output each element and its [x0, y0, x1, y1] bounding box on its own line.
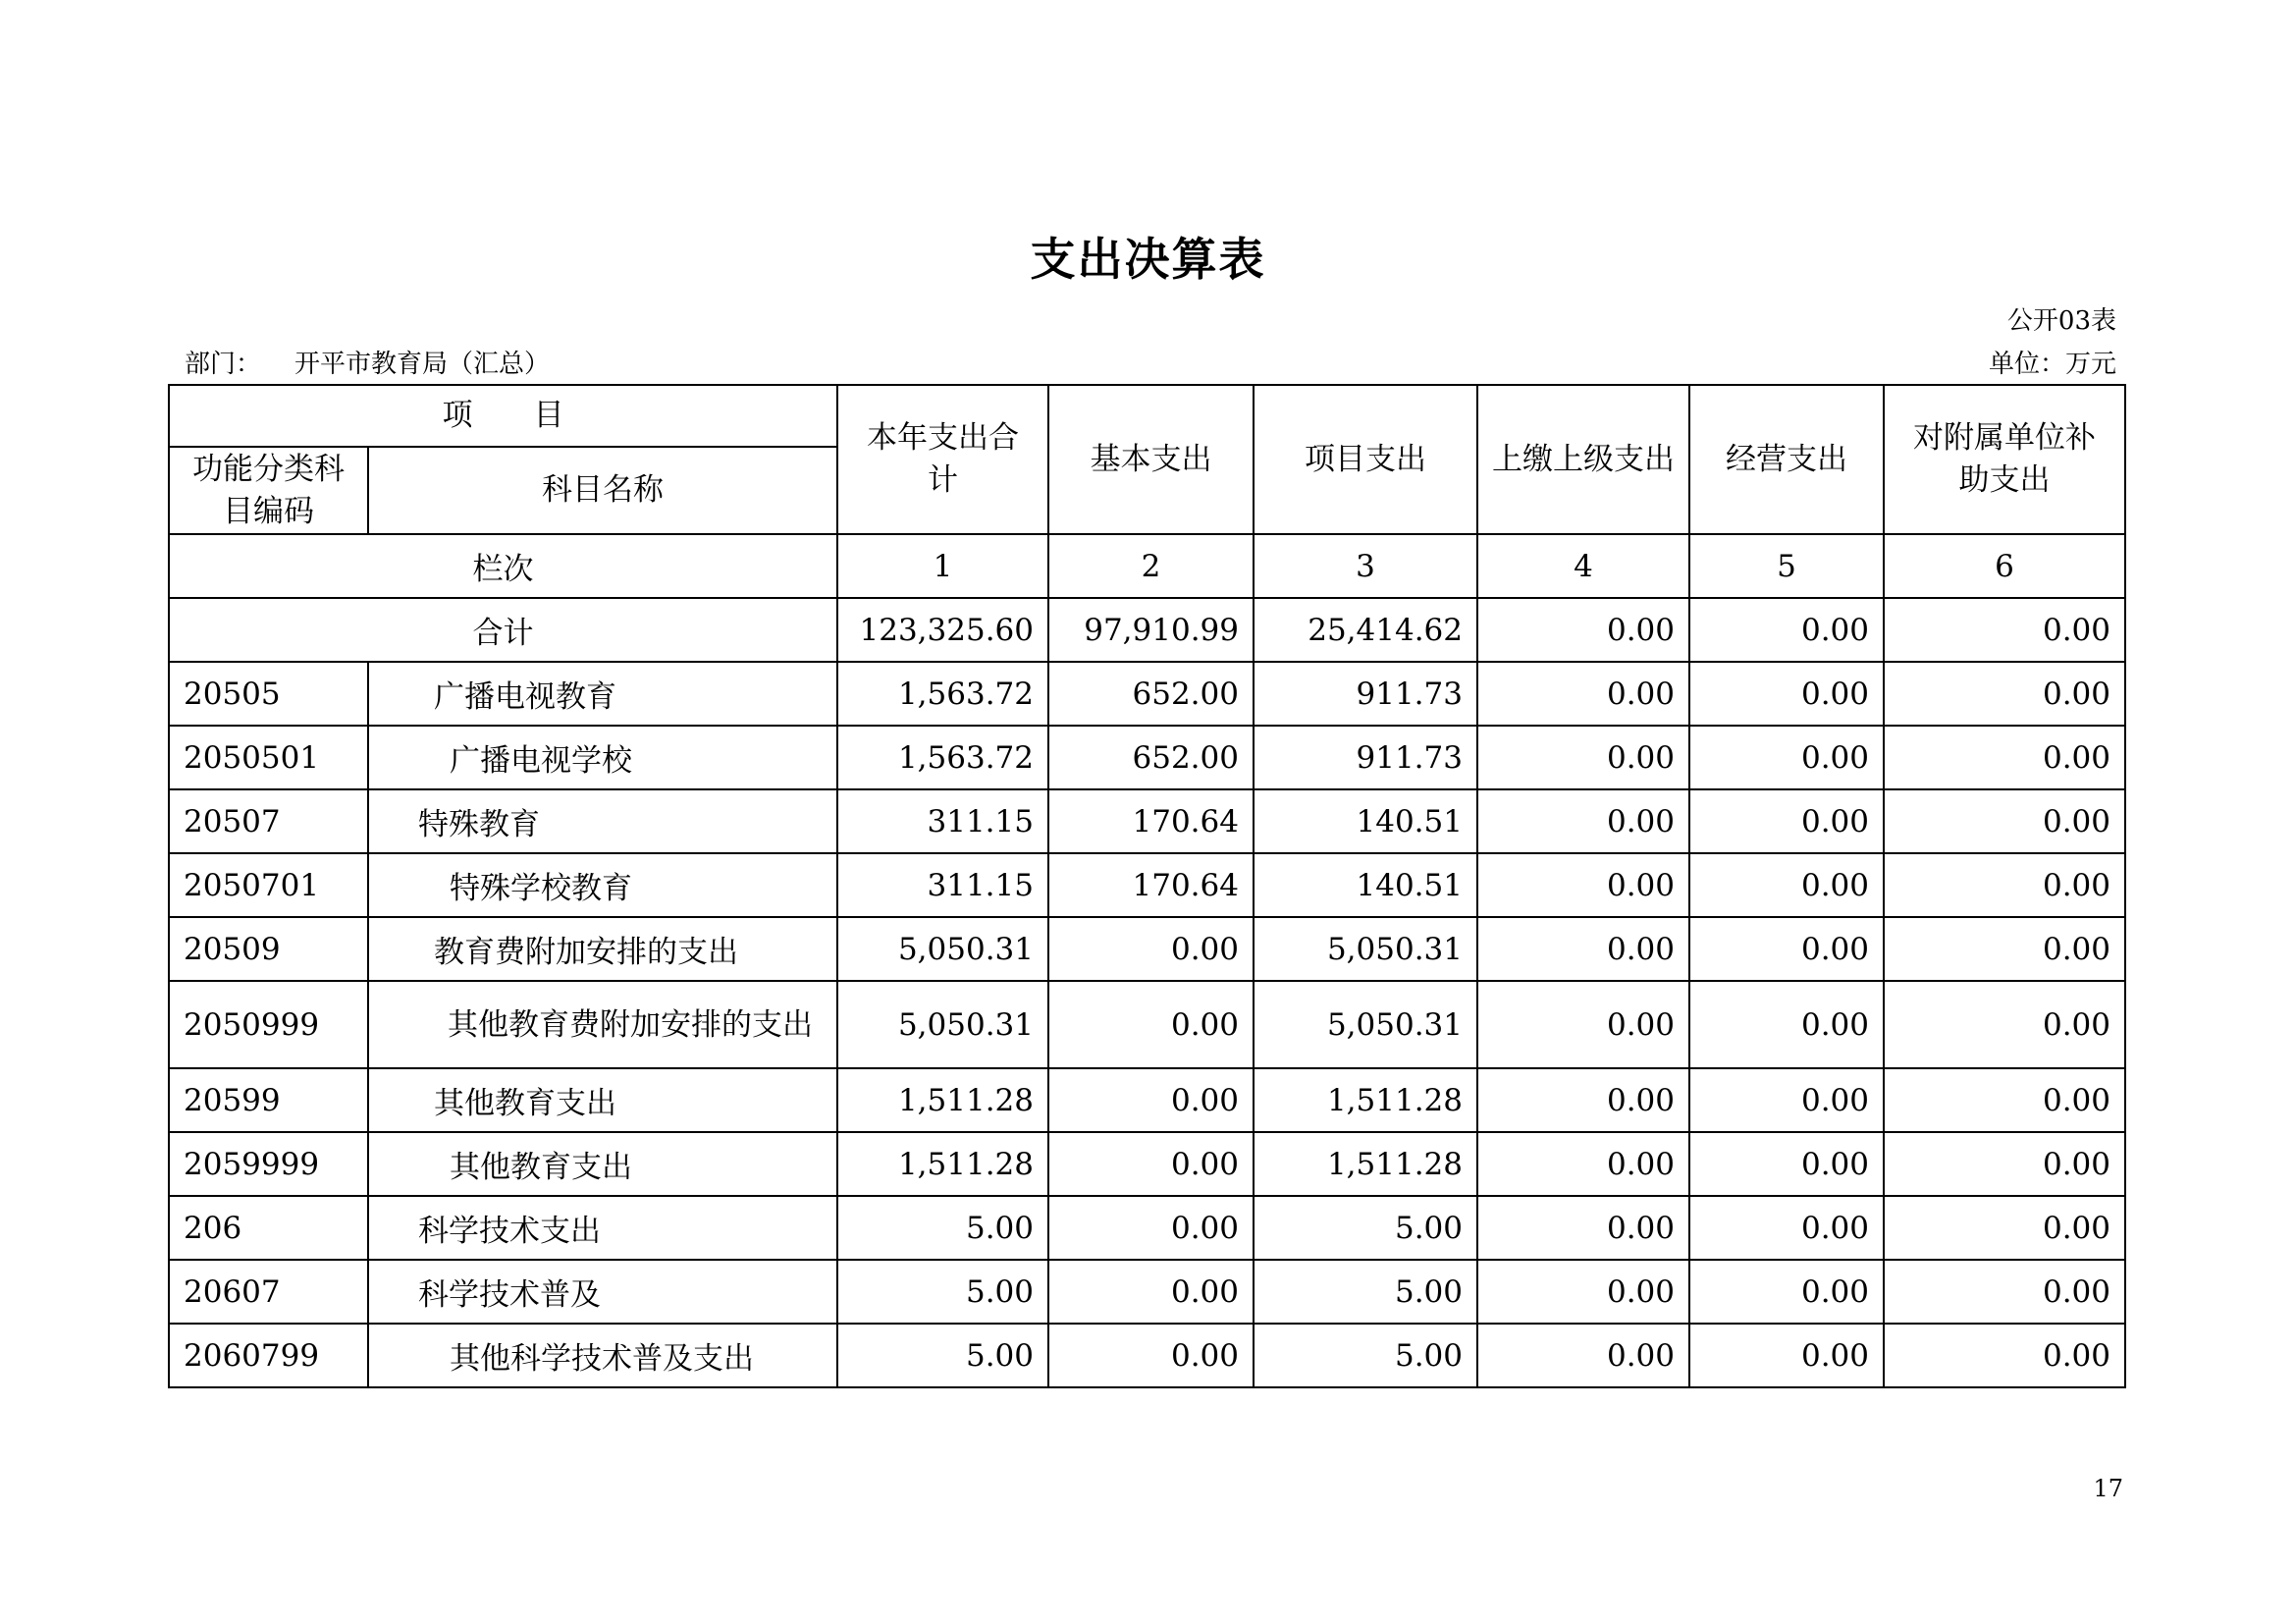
page-title: 支出决算表	[1030, 233, 1266, 286]
row-value: 0.00	[1689, 981, 1884, 1068]
row-subject-name: 其他教育支出	[368, 1132, 837, 1196]
row-value: 0.00	[1477, 981, 1689, 1068]
row-subject-name: 科学技术支出	[368, 1196, 837, 1260]
row-code: 20509	[169, 917, 368, 981]
row-code: 2050701	[169, 853, 368, 917]
row-value: 311.15	[837, 853, 1048, 917]
table-row	[169, 1260, 2125, 1324]
row-value: 5,050.31	[1254, 917, 1477, 981]
row-value: 0.00	[1689, 789, 1884, 853]
row-value: 5.00	[1254, 1260, 1477, 1324]
row-value: 0.00	[1884, 981, 2125, 1068]
header-subject-name: 科目名称	[368, 447, 837, 534]
total-value: 25,414.62	[1254, 598, 1477, 662]
column-index: 6	[1884, 534, 2125, 598]
row-value: 0.00	[1477, 1068, 1689, 1132]
row-value: 0.00	[1884, 917, 2125, 981]
row-subject-name: 特殊教育	[368, 789, 837, 853]
column-index: 5	[1689, 534, 1884, 598]
row-value: 652.00	[1048, 662, 1254, 726]
row-value: 1,511.28	[837, 1132, 1048, 1196]
row-code: 2060799	[169, 1324, 368, 1387]
row-value: 0.00	[1048, 1132, 1254, 1196]
row-value: 0.00	[1689, 1132, 1884, 1196]
row-value: 0.00	[1048, 1260, 1254, 1324]
expenditure-table	[168, 384, 2126, 1388]
row-value: 0.00	[1048, 917, 1254, 981]
row-value: 0.00	[1477, 726, 1689, 789]
header-project: 项 目	[169, 385, 837, 447]
row-code: 20599	[169, 1068, 368, 1132]
row-subject-name: 广播电视教育	[368, 662, 837, 726]
row-code: 206	[169, 1196, 368, 1260]
row-value: 5.00	[837, 1324, 1048, 1387]
row-value: 1,511.28	[1254, 1132, 1477, 1196]
table-row	[169, 853, 2125, 917]
row-value: 0.00	[1477, 853, 1689, 917]
row-value: 5.00	[1254, 1324, 1477, 1387]
row-value: 911.73	[1254, 662, 1477, 726]
row-value: 0.00	[1884, 1196, 2125, 1260]
row-value: 0.00	[1689, 853, 1884, 917]
row-value: 0.00	[1689, 1260, 1884, 1324]
row-value: 1,563.72	[837, 662, 1048, 726]
total-value: 0.00	[1689, 598, 1884, 662]
row-value: 5.00	[837, 1260, 1048, 1324]
row-subject-name: 特殊学校教育	[368, 853, 837, 917]
total-value: 123,325.60	[837, 598, 1048, 662]
column-index: 3	[1254, 534, 1477, 598]
row-value: 1,563.72	[837, 726, 1048, 789]
row-value: 0.00	[1689, 1068, 1884, 1132]
header-function-code: 功能分类科目编码	[169, 447, 368, 534]
row-code: 2059999	[169, 1132, 368, 1196]
total-label: 合计	[169, 598, 837, 662]
header-total-expenditure: 本年支出合计	[837, 385, 1048, 534]
table-row	[169, 1068, 2125, 1132]
row-value: 0.00	[1477, 1324, 1689, 1387]
total-value: 0.00	[1884, 598, 2125, 662]
row-value: 0.00	[1884, 1068, 2125, 1132]
row-subject-name: 其他教育费附加安排的支出	[368, 981, 837, 1068]
table-row	[169, 1196, 2125, 1260]
row-value: 170.64	[1048, 789, 1254, 853]
column-index: 1	[837, 534, 1048, 598]
row-value: 0.00	[1477, 917, 1689, 981]
header-project-expenditure: 项目支出	[1254, 385, 1477, 534]
table-row	[169, 1324, 2125, 1387]
table-row	[169, 662, 2125, 726]
row-value: 0.00	[1048, 1196, 1254, 1260]
table-row	[169, 981, 2125, 1068]
row-value: 140.51	[1254, 853, 1477, 917]
row-value: 0.00	[1689, 1196, 1884, 1260]
table-number: 公开03表	[2006, 306, 2116, 336]
row-value: 0.00	[1884, 726, 2125, 789]
header-basic-expenditure: 基本支出	[1048, 385, 1254, 534]
row-value: 0.00	[1884, 1132, 2125, 1196]
row-value: 5,050.31	[837, 981, 1048, 1068]
row-value: 1,511.28	[837, 1068, 1048, 1132]
row-value: 0.00	[1689, 662, 1884, 726]
row-subject-name: 科学技术普及	[368, 1260, 837, 1324]
row-value: 0.00	[1048, 1068, 1254, 1132]
column-index: 4	[1477, 534, 1689, 598]
page-number: 17	[2093, 1475, 2123, 1502]
row-code: 20607	[169, 1260, 368, 1324]
row-value: 1,511.28	[1254, 1068, 1477, 1132]
row-value: 5.00	[837, 1196, 1048, 1260]
row-value: 0.00	[1477, 1196, 1689, 1260]
total-value: 0.00	[1477, 598, 1689, 662]
row-value: 0.00	[1884, 1260, 2125, 1324]
row-value: 0.00	[1048, 981, 1254, 1068]
row-code: 2050999	[169, 981, 368, 1068]
total-row	[169, 598, 2125, 662]
row-value: 0.00	[1477, 789, 1689, 853]
row-subject-name: 其他科学技术普及支出	[368, 1324, 837, 1387]
table-row	[169, 726, 2125, 789]
row-value: 0.00	[1048, 1324, 1254, 1387]
row-subject-name: 教育费附加安排的支出	[368, 917, 837, 981]
table-row	[169, 1132, 2125, 1196]
row-value: 0.00	[1477, 1132, 1689, 1196]
row-value: 5.00	[1254, 1196, 1477, 1260]
row-value: 0.00	[1884, 662, 2125, 726]
row-value: 0.00	[1884, 853, 2125, 917]
row-value: 140.51	[1254, 789, 1477, 853]
row-value: 911.73	[1254, 726, 1477, 789]
row-value: 311.15	[837, 789, 1048, 853]
row-value: 5,050.31	[837, 917, 1048, 981]
row-code: 20507	[169, 789, 368, 853]
row-value: 0.00	[1477, 1260, 1689, 1324]
header-operating-expenditure: 经营支出	[1689, 385, 1884, 534]
row-subject-name: 其他教育支出	[368, 1068, 837, 1132]
row-value: 0.00	[1689, 726, 1884, 789]
row-value: 0.00	[1689, 1324, 1884, 1387]
column-index: 2	[1048, 534, 1254, 598]
total-value: 97,910.99	[1048, 598, 1254, 662]
unit-label: 单位：万元	[1988, 350, 2116, 379]
row-value: 0.00	[1884, 1324, 2125, 1387]
row-value: 5,050.31	[1254, 981, 1477, 1068]
header-subsidiary-subsidy: 对附属单位补助支出	[1884, 385, 2125, 534]
table-row	[169, 917, 2125, 981]
department-label: 部门：	[185, 350, 262, 379]
table-row	[169, 789, 2125, 853]
row-value: 170.64	[1048, 853, 1254, 917]
row-subject-name: 广播电视学校	[368, 726, 837, 789]
column-index-row	[169, 534, 2125, 598]
row-value: 0.00	[1689, 917, 1884, 981]
row-code: 2050501	[169, 726, 368, 789]
row-value: 0.00	[1477, 662, 1689, 726]
header-remit-superior: 上缴上级支出	[1477, 385, 1689, 534]
row-value: 652.00	[1048, 726, 1254, 789]
row-value: 0.00	[1884, 789, 2125, 853]
department-line	[185, 344, 550, 380]
department-name: 开平市教育局（汇总）	[294, 350, 551, 379]
column-index-label: 栏次	[169, 534, 837, 598]
row-code: 20505	[169, 662, 368, 726]
